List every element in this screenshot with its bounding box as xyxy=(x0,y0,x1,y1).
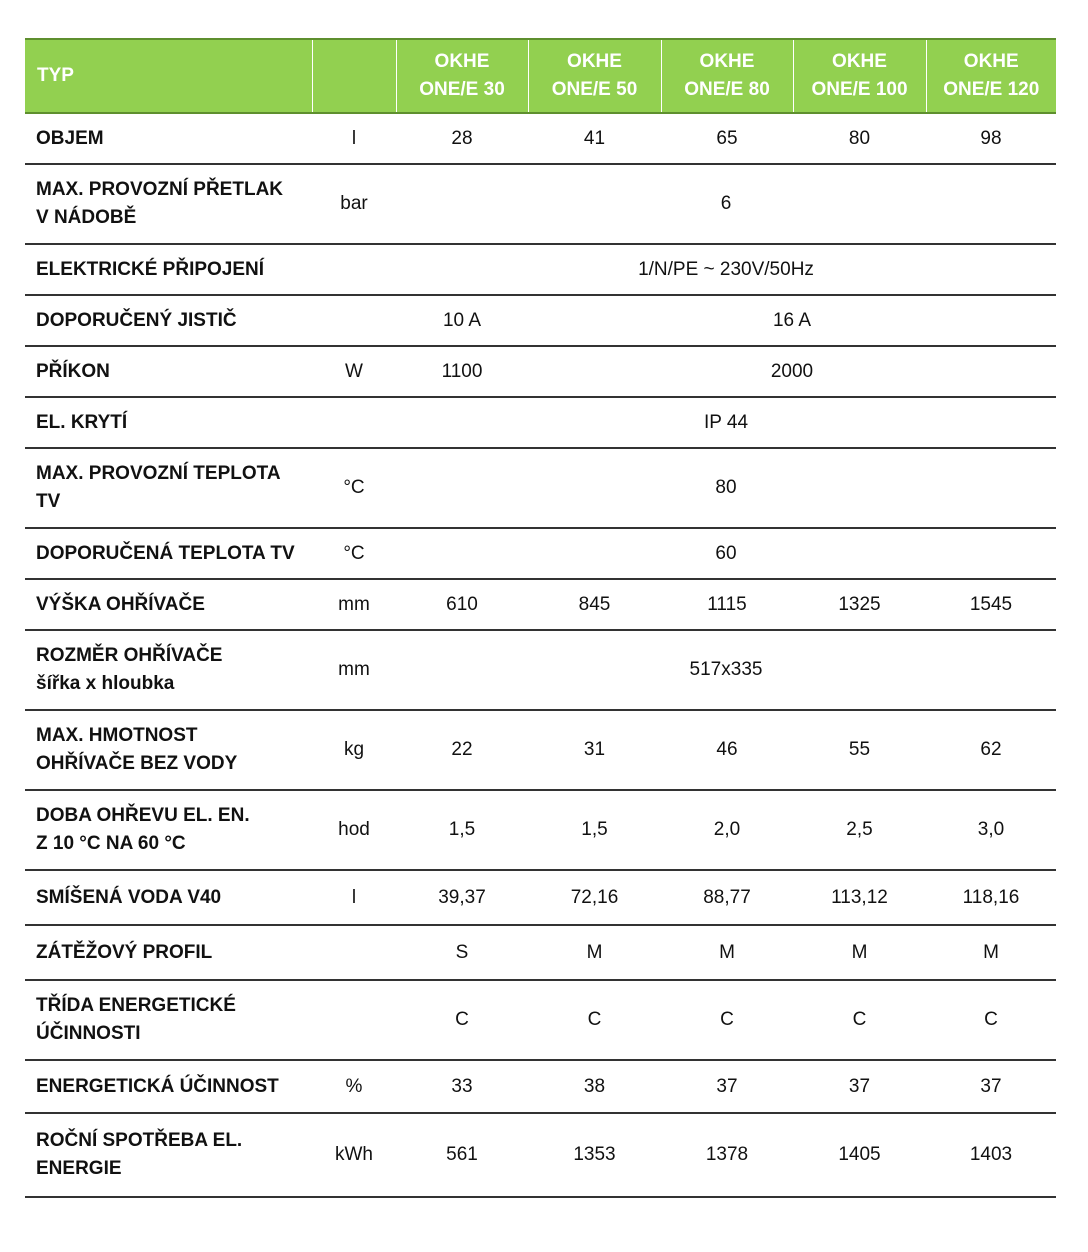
cell-value: 38 xyxy=(583,1075,606,1097)
row-label xyxy=(25,980,312,1060)
row-label-line1: OBJEM xyxy=(36,127,104,149)
row-label xyxy=(25,397,312,448)
row-unit xyxy=(312,397,396,448)
model-header xyxy=(793,39,926,113)
row-label-line1: VÝŠKA OHŘÍVAČE xyxy=(36,593,205,615)
row-label xyxy=(25,295,312,346)
table-row xyxy=(25,980,1056,1060)
row-label-line1: ROČNÍ SPOTŘEBA EL. xyxy=(36,1130,243,1151)
cell-value: 2,5 xyxy=(846,819,873,840)
cell-value: M xyxy=(586,941,603,963)
cell-value: 610 xyxy=(446,593,478,615)
row-label-line2: ENERGIE xyxy=(36,1158,122,1179)
table-row xyxy=(25,397,1056,448)
model-line2: ONE/E 100 xyxy=(811,79,908,100)
table-row xyxy=(25,113,1056,164)
row-label xyxy=(25,1113,312,1197)
table-row xyxy=(25,448,1056,528)
cell-value: 3,0 xyxy=(977,819,1005,840)
cell-value: C xyxy=(984,1009,998,1030)
row-label xyxy=(25,113,312,164)
row-label-line2: ÚČINNOSTI xyxy=(36,1023,141,1044)
cell-value: 46 xyxy=(716,739,738,760)
row-label-line1: ROZMĚR OHŘÍVAČE xyxy=(36,645,223,666)
cell-value: 1115 xyxy=(707,593,747,615)
row-label xyxy=(25,790,312,870)
cell-value: 2000 xyxy=(770,360,814,382)
cell-value: S xyxy=(455,941,469,963)
cell-value: 845 xyxy=(578,593,611,615)
table-row xyxy=(25,925,1056,980)
row-label-line1: ENERGETICKÁ ÚČINNOST xyxy=(36,1075,279,1097)
table-row xyxy=(25,346,1056,397)
table-row xyxy=(25,244,1056,295)
cell-value: M xyxy=(851,941,868,963)
model-header xyxy=(661,39,793,113)
cell-value: 28 xyxy=(451,127,473,149)
cell-value: 113,12 xyxy=(831,886,888,908)
row-unit: kg xyxy=(343,739,365,760)
table-row xyxy=(25,164,1056,244)
model-line1: OKHE xyxy=(699,51,755,72)
cell-value: 31 xyxy=(583,739,606,760)
cell-value: M xyxy=(719,941,735,963)
row-label-line2: šířka x hloubka xyxy=(36,673,175,694)
table-row xyxy=(25,528,1056,579)
row-label-line1: ELEKTRICKÉ PŘIPOJENÍ xyxy=(36,258,265,280)
row-label xyxy=(25,244,312,295)
cell-value: 37 xyxy=(716,1075,738,1097)
model-header xyxy=(528,39,661,113)
cell-value: 80 xyxy=(848,127,871,149)
cell-value: 60 xyxy=(715,542,737,564)
cell-value: 72,16 xyxy=(570,886,619,908)
model-line1: OKHE xyxy=(434,51,490,72)
row-label xyxy=(25,528,312,579)
model-line2: ONE/E 120 xyxy=(943,79,1040,100)
row-label-line2: V NÁDOBĚ xyxy=(36,207,137,228)
cell-value: 2,0 xyxy=(713,819,741,840)
model-line2: ONE/E 50 xyxy=(551,79,638,100)
cell-value: 41 xyxy=(583,127,606,149)
cell-value: 88,77 xyxy=(703,886,751,908)
cell-value: 118,16 xyxy=(962,886,1020,908)
table-row xyxy=(25,295,1056,346)
row-label xyxy=(25,925,312,980)
row-unit: W xyxy=(345,360,363,382)
row-label xyxy=(25,630,312,710)
cell-value: C xyxy=(587,1009,602,1030)
type-header: TYP xyxy=(25,39,312,113)
cell-value: 37 xyxy=(980,1075,1002,1097)
row-unit: °C xyxy=(343,477,365,498)
cell-value: 1325 xyxy=(838,593,881,615)
table-row xyxy=(25,579,1056,630)
cell-value: 1100 xyxy=(441,360,483,382)
cell-value: 10 A xyxy=(442,309,482,331)
cell-value: 6 xyxy=(720,193,732,214)
row-label xyxy=(25,346,312,397)
cell-value: 37 xyxy=(848,1075,871,1097)
cell-value: 33 xyxy=(451,1075,473,1097)
cell-value: 39,37 xyxy=(438,886,486,908)
cell-value: 98 xyxy=(980,127,1002,149)
model-header xyxy=(926,39,1056,113)
row-unit xyxy=(312,295,396,346)
model-line2: ONE/E 80 xyxy=(684,79,770,100)
row-unit: mm xyxy=(338,593,370,615)
model-line1: OKHE xyxy=(963,51,1019,72)
cell-value: 65 xyxy=(716,127,738,149)
unit-header xyxy=(312,39,396,113)
cell-value: C xyxy=(455,1009,469,1030)
table-row xyxy=(25,710,1056,790)
spec-table xyxy=(25,38,1056,1198)
row-unit xyxy=(312,980,396,1060)
row-label-line1: EL. KRYTÍ xyxy=(36,411,128,433)
row-unit: % xyxy=(345,1075,363,1097)
row-label-line2: Z 10 °C NA 60 °C xyxy=(36,833,186,854)
cell-value: 1/N/PE ~ 230V/50Hz xyxy=(638,258,814,280)
row-label xyxy=(25,1060,312,1113)
row-unit: mm xyxy=(338,659,370,680)
row-label xyxy=(25,448,312,528)
cell-value: 561 xyxy=(446,1144,478,1165)
row-unit: l xyxy=(351,127,357,149)
cell-value: 55 xyxy=(848,739,871,760)
row-unit: kWh xyxy=(335,1144,373,1165)
cell-value: 1353 xyxy=(573,1144,616,1165)
cell-value: 1378 xyxy=(705,1144,749,1165)
model-line1: OKHE xyxy=(832,51,887,72)
row-label-line1: MAX. PROVOZNÍ PŘETLAK xyxy=(36,179,284,200)
row-label xyxy=(25,870,312,925)
row-label-line2: TV xyxy=(36,491,61,512)
cell-value: 1545 xyxy=(969,593,1013,615)
model-line2: ONE/E 30 xyxy=(419,79,505,100)
row-label-line1: SMÍŠENÁ VODA V40 xyxy=(36,886,222,908)
model-header xyxy=(396,39,528,113)
header-row xyxy=(25,39,1056,113)
row-label-line1: DOPORUČENÝ JISTIČ xyxy=(36,309,237,331)
row-unit: °C xyxy=(343,542,365,564)
model-line1: OKHE xyxy=(567,51,622,72)
table-row xyxy=(25,1113,1056,1197)
row-label-line1: MAX. PROVOZNÍ TEPLOTA xyxy=(36,463,281,484)
table-row xyxy=(25,790,1056,870)
cell-value: 1,5 xyxy=(448,819,476,840)
row-unit xyxy=(312,244,396,295)
cell-value: 1405 xyxy=(838,1144,881,1165)
table-row xyxy=(25,870,1056,925)
cell-value: IP 44 xyxy=(703,411,749,433)
table-row xyxy=(25,630,1056,710)
row-unit: bar xyxy=(340,193,368,214)
cell-value: C xyxy=(720,1009,734,1030)
row-label xyxy=(25,710,312,790)
cell-value: M xyxy=(983,941,999,963)
row-label-line1: TŘÍDA ENERGETICKÉ xyxy=(36,995,236,1016)
row-label-line1: MAX. HMOTNOST xyxy=(36,725,198,746)
row-label-line1: DOPORUČENÁ TEPLOTA TV xyxy=(36,542,295,564)
row-label-line1: ZÁTĚŽOVÝ PROFIL xyxy=(36,941,213,963)
row-label-line1: DOBA OHŘEVU EL. EN. xyxy=(36,805,250,826)
row-unit: hod xyxy=(338,819,370,840)
table-row xyxy=(25,1060,1056,1113)
row-label-line2: OHŘÍVAČE BEZ VODY xyxy=(36,753,238,774)
cell-value: 1,5 xyxy=(581,819,608,840)
row-label xyxy=(25,579,312,630)
row-label xyxy=(25,164,312,244)
cell-value: 80 xyxy=(715,477,737,498)
cell-value: C xyxy=(852,1009,867,1030)
cell-value: 62 xyxy=(980,739,1002,760)
row-label-line1: PŘÍKON xyxy=(36,360,110,382)
row-unit: l xyxy=(351,886,357,908)
row-unit xyxy=(312,925,396,980)
cell-value: 22 xyxy=(451,739,473,760)
cell-value: 16 A xyxy=(772,309,812,331)
cell-value: 517x335 xyxy=(689,659,763,680)
cell-value: 1403 xyxy=(969,1144,1013,1165)
